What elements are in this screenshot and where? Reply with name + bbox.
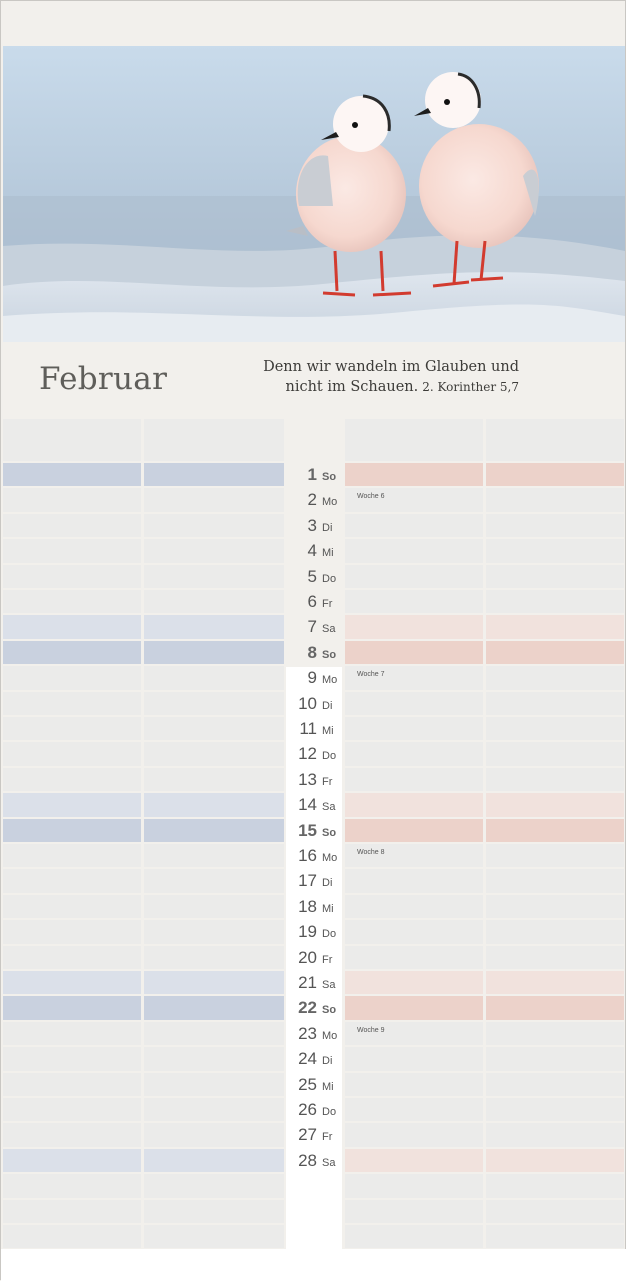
entry-cell: [144, 793, 284, 816]
day-number: 23: [298, 1023, 317, 1043]
entry-cell: [144, 819, 284, 842]
entry-cell: [3, 895, 141, 918]
day-number: 28: [298, 1150, 317, 1170]
entry-cell: [3, 1098, 141, 1121]
entry-cell: [345, 539, 483, 562]
day-name: Mo: [322, 674, 338, 687]
entry-cell: [486, 819, 624, 842]
day-number: 4: [307, 541, 317, 561]
day-number: 7: [307, 617, 317, 637]
entry-cell: [3, 539, 141, 562]
entry-cell: [486, 895, 624, 918]
entry-cell: [3, 565, 141, 588]
entry-cell: [345, 615, 483, 638]
entry-cell: [486, 666, 624, 689]
entry-cell: [345, 895, 483, 918]
day-name: Di: [322, 877, 333, 890]
month-title: Februar: [39, 361, 168, 397]
entry-cell: [3, 1174, 141, 1197]
header-cell: [144, 419, 284, 461]
entry-cell: [345, 1200, 483, 1223]
entry-cell: [3, 869, 141, 892]
day-number: 15: [298, 820, 317, 840]
entry-cell: [486, 488, 624, 511]
entry-cell: [486, 946, 624, 969]
entry-cell: [3, 742, 141, 765]
entry-cell: [3, 488, 141, 511]
entry-cell: [144, 768, 284, 791]
day-name: Di: [322, 1055, 333, 1068]
entry-cell: [345, 742, 483, 765]
entry-cell: [345, 1098, 483, 1121]
entry-cell: [3, 1200, 141, 1223]
day-name: Sa: [322, 1156, 336, 1169]
entry-cell: [486, 539, 624, 562]
entry-cell: [486, 793, 624, 816]
entry-cell: [486, 514, 624, 537]
entry-cell: [345, 819, 483, 842]
entry-cell: [486, 996, 624, 1019]
day-name: Fr: [322, 1131, 333, 1144]
day-number: 14: [298, 795, 317, 815]
entry-cell: [144, 920, 284, 943]
entry-cell: [144, 1073, 284, 1096]
entry-cell: [486, 717, 624, 740]
entry-cell: [3, 1022, 141, 1045]
day-number: 1: [307, 465, 317, 484]
entry-cell: [486, 1123, 624, 1146]
entry-cell: [3, 819, 141, 842]
entry-cell: [144, 869, 284, 892]
quote-reference: 2. Korinther 5,7: [422, 380, 519, 394]
day-name: So: [322, 471, 337, 483]
entry-cell: [144, 539, 284, 562]
entry-cell: [144, 1022, 284, 1045]
entry-cell: [345, 1123, 483, 1146]
day-number: 16: [298, 846, 317, 865]
entry-cell: [144, 615, 284, 638]
day-number: 8: [307, 642, 317, 662]
entry-cell: [144, 895, 284, 918]
quote-line-1: Denn wir wandeln im Glauben und: [263, 359, 519, 375]
entry-cell: [3, 590, 141, 613]
day-number: 18: [298, 896, 317, 916]
day-name: Do: [322, 1106, 337, 1118]
entry-cell: [486, 971, 624, 994]
entry-cell: [486, 1073, 624, 1096]
entry-cell: [345, 514, 483, 537]
entry-cell: [345, 641, 483, 664]
week-label: Woche 6: [357, 493, 385, 501]
entry-cell: [486, 590, 624, 613]
entry-cell: [345, 920, 483, 943]
day-number: 26: [298, 1100, 317, 1119]
entry-cell: [144, 1200, 284, 1223]
entry-cell: [3, 1073, 141, 1096]
entry-cell: [144, 971, 284, 994]
day-number: 5: [307, 566, 317, 586]
day-number: 9: [307, 668, 317, 688]
day-name: Di: [322, 699, 333, 712]
entry-cell: [486, 768, 624, 791]
entry-cell: [3, 514, 141, 537]
entry-cell: [486, 1174, 624, 1197]
day-name: So: [322, 826, 337, 839]
entry-cell: [486, 1098, 624, 1121]
day-name: Sa: [322, 801, 336, 814]
entry-cell: [486, 920, 624, 943]
entry-cell: [486, 869, 624, 892]
entry-cell: [144, 590, 284, 613]
entry-cell: [486, 1047, 624, 1070]
week-label: Woche 7: [357, 671, 385, 679]
day-number: 17: [298, 871, 317, 891]
entry-cell: [3, 717, 141, 740]
day-number: 25: [298, 1074, 317, 1094]
day-name: Fr: [322, 598, 333, 610]
entry-cell: [345, 1047, 483, 1070]
entry-cell: [3, 971, 141, 994]
entry-cell: [486, 565, 624, 588]
day-number: 10: [298, 693, 317, 713]
day-name: Mo: [322, 496, 338, 509]
entry-cell: [345, 717, 483, 740]
entry-cell: [144, 1149, 284, 1172]
entry-cell: [486, 1022, 624, 1045]
day-number: 19: [298, 922, 317, 942]
entry-cell: [486, 463, 624, 486]
day-grid: [1, 1, 626, 1281]
entry-cell: [3, 844, 141, 867]
entry-cell: [3, 666, 141, 689]
day-number: 24: [298, 1049, 317, 1069]
day-name: Mi: [322, 547, 334, 560]
entry-cell: [144, 1174, 284, 1197]
day-number: 27: [298, 1125, 317, 1145]
entry-cell: [486, 615, 624, 638]
week-label: Woche 9: [357, 1026, 385, 1034]
entry-cell: [3, 1123, 141, 1146]
day-name: Di: [322, 521, 333, 534]
entry-cell: [345, 768, 483, 791]
entry-cell: [144, 565, 284, 588]
day-number: 20: [298, 947, 317, 967]
entry-cell: [345, 463, 483, 486]
entry-cell: [3, 1047, 141, 1070]
day-name: Mi: [322, 902, 334, 915]
day-name: Do: [322, 572, 337, 585]
entry-cell: [486, 1225, 624, 1248]
day-number: 21: [298, 973, 317, 992]
entry-cell: [486, 742, 624, 765]
header-cell: [3, 419, 141, 461]
day-name: Sa: [322, 623, 336, 636]
entry-cell: [345, 1225, 483, 1248]
header-cell: [345, 419, 483, 461]
entry-cell: [144, 946, 284, 969]
entry-cell: [144, 1225, 284, 1248]
day-name: Mo: [322, 852, 338, 864]
entry-cell: [486, 1149, 624, 1172]
quote-line-2: nicht im Schauen.: [285, 379, 419, 395]
entry-cell: [3, 1149, 141, 1172]
entry-cell: [345, 869, 483, 892]
day-name: So: [322, 648, 337, 661]
entry-cell: [3, 615, 141, 638]
entry-cell: [144, 717, 284, 740]
entry-cell: [345, 590, 483, 613]
day-name: Mo: [322, 1029, 338, 1042]
day-number: 6: [307, 592, 317, 611]
day-name: Mi: [322, 1080, 334, 1093]
day-number: 12: [298, 744, 317, 764]
entry-cell: [486, 692, 624, 715]
day-number: 2: [307, 490, 317, 510]
entry-cell: [144, 844, 284, 867]
entry-cell: [345, 565, 483, 588]
entry-cell: [144, 463, 284, 486]
day-number: 3: [307, 515, 317, 535]
entry-cell: [345, 996, 483, 1019]
entry-cell: [486, 641, 624, 664]
entry-cell: [3, 946, 141, 969]
entry-cell: [144, 996, 284, 1019]
entry-cell: [345, 971, 483, 994]
entry-cell: [345, 692, 483, 715]
header-cell: [486, 419, 624, 461]
entry-cell: [144, 742, 284, 765]
entry-cell: [144, 514, 284, 537]
day-name: Do: [322, 750, 337, 763]
day-name: Mi: [322, 725, 334, 737]
entry-cell: [345, 1073, 483, 1096]
day-name: Fr: [322, 953, 333, 966]
entry-cell: [3, 768, 141, 791]
entry-cell: [144, 692, 284, 715]
entry-cell: [144, 488, 284, 511]
entry-cell: [3, 641, 141, 664]
day-number: 22: [298, 998, 317, 1018]
day-number: 13: [298, 769, 317, 789]
entry-cell: [3, 996, 141, 1019]
entry-cell: [486, 1200, 624, 1223]
entry-cell: [144, 1098, 284, 1121]
entry-cell: [3, 1225, 141, 1248]
entry-cell: [3, 793, 141, 816]
entry-cell: [486, 844, 624, 867]
day-number: 11: [299, 719, 317, 738]
entry-cell: [345, 1149, 483, 1172]
entry-cell: [144, 641, 284, 664]
day-name: Fr: [322, 775, 333, 788]
entry-cell: [345, 793, 483, 816]
entry-cell: [345, 946, 483, 969]
week-label: Woche 8: [357, 849, 385, 856]
entry-cell: [144, 1123, 284, 1146]
entry-cell: [144, 1047, 284, 1070]
day-name: So: [322, 1004, 337, 1017]
bottom-strip: [1, 1249, 626, 1281]
entry-cell: [3, 692, 141, 715]
entry-cell: [345, 1174, 483, 1197]
entry-cell: [3, 920, 141, 943]
entry-cell: [144, 666, 284, 689]
day-name: Do: [322, 928, 337, 941]
day-name: Sa: [322, 979, 336, 991]
entry-cell: [3, 463, 141, 486]
